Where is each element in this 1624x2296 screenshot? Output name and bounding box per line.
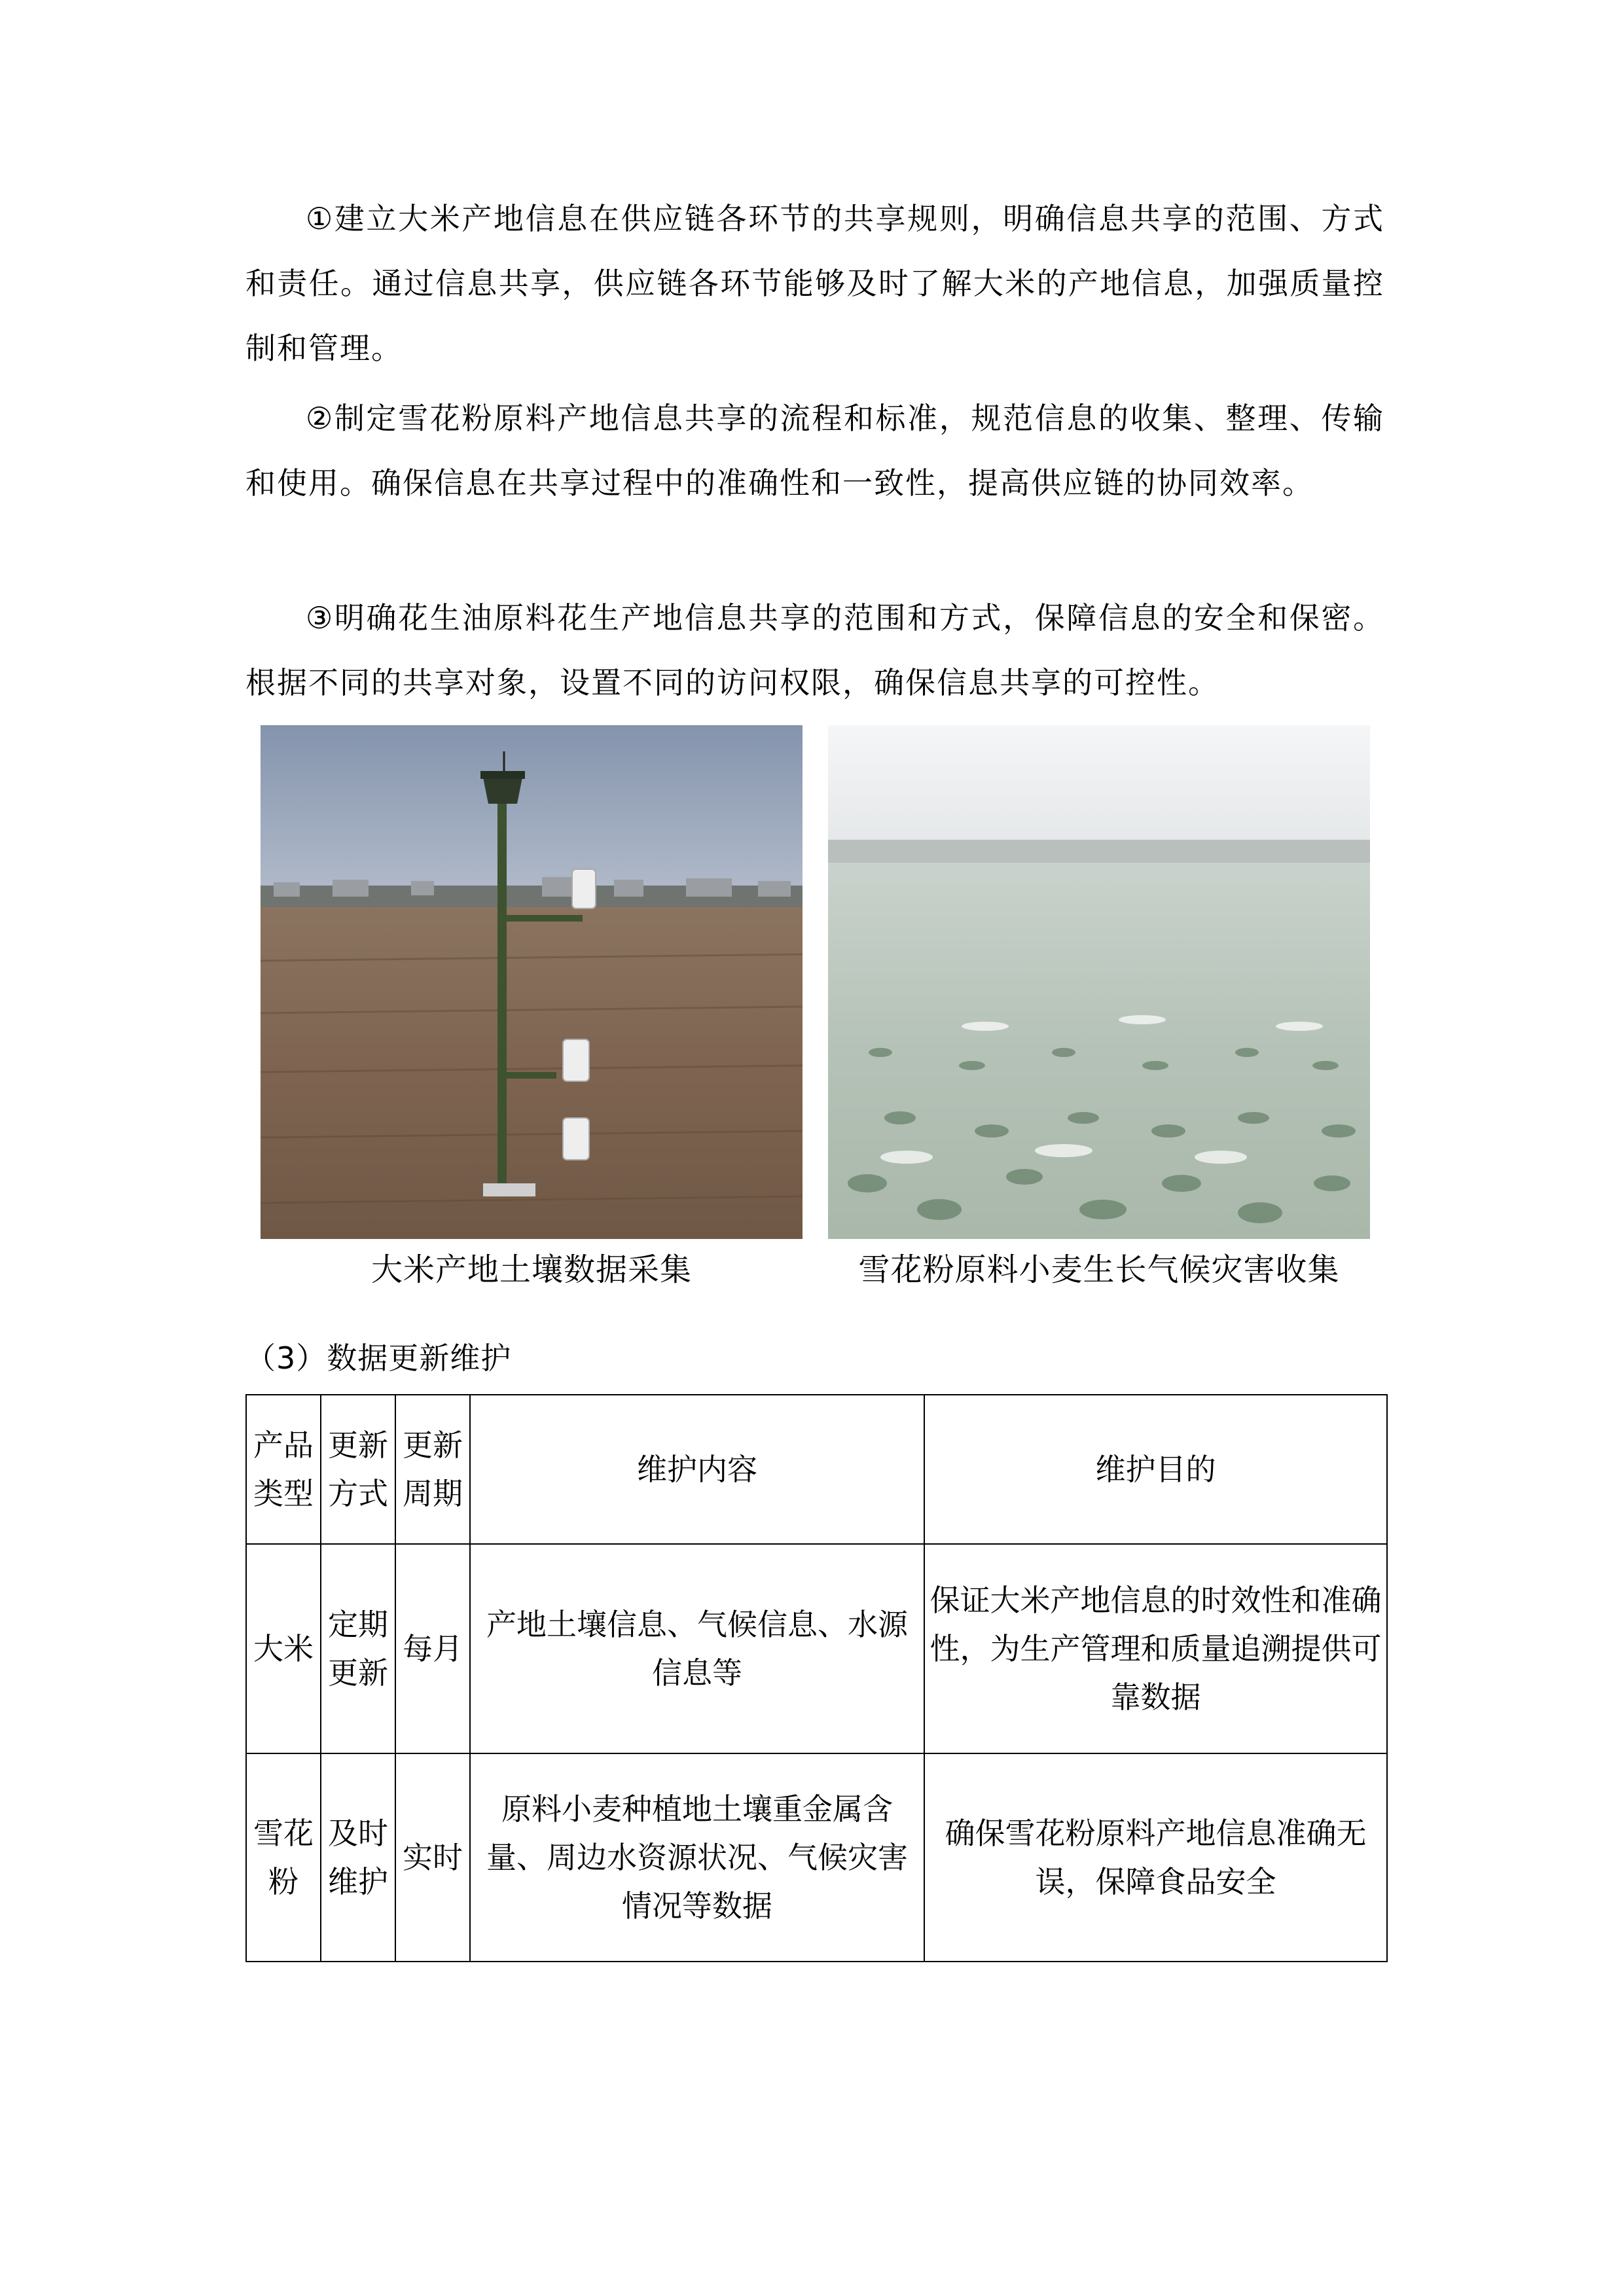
header-product-type: 产品类型 (246, 1395, 321, 1544)
table-row (246, 1544, 1387, 1753)
header-update-cycle: 更新周期 (395, 1395, 470, 1544)
cell-update-cycle: 实时 (395, 1753, 470, 1962)
data-maintenance-table (245, 1394, 1388, 1962)
photo-snow-covered-wheat-field (828, 725, 1370, 1239)
cell-update-method: 及时维护 (321, 1753, 395, 1962)
photo-caption-left: 大米产地土壤数据采集 (370, 1251, 692, 1288)
section-heading: （3）数据更新维护 (245, 1340, 512, 1376)
cell-product-type: 雪花粉 (246, 1753, 321, 1962)
table-row (246, 1753, 1387, 1962)
cell-maintenance-purpose: 保证大米产地信息的时效性和准确性，为生产管理和质量追溯提供可靠数据 (924, 1544, 1387, 1753)
paragraph-flour-sharing-process: ②制定雪花粉原料产地信息共享的流程和标准，规范信息的收集、整理、传输和使用。确保信息在共享过程中的准确性和一致性，提高供应链的协同效率。 (245, 401, 1384, 501)
paragraph-rice-sharing-rules: ①建立大米产地信息在供应链各环节的共享规则，明确信息共享的范围、方式和责任。通过信息共享，供应链各环节能够及时了解大米的产地信息，加强质量控制和管理。 (245, 201, 1384, 366)
cell-update-cycle: 每月 (395, 1544, 470, 1753)
paragraph-peanut-sharing-scope: ③明确花生油原料花生产地信息共享的范围和方式，保障信息的安全和保密。根据不同的共享对象，设置不同的访问权限，确保信息共享的可控性。 (245, 600, 1384, 700)
cell-maintenance-purpose: 确保雪花粉原料产地信息准确无误，保障食品安全 (924, 1753, 1387, 1962)
photo-soil-monitoring-station (261, 725, 803, 1239)
header-maintenance-purpose: 维护目的 (924, 1395, 1387, 1544)
header-maintenance-content: 维护内容 (470, 1395, 924, 1544)
cell-update-method: 定期更新 (321, 1544, 395, 1753)
photo-caption-right: 雪花粉原料小麦生长气候灾害收集 (858, 1251, 1340, 1288)
cell-maintenance-content: 原料小麦种植地土壤重金属含量、周边水资源状况、气候灾害情况等数据 (470, 1753, 924, 1962)
cell-product-type: 大米 (246, 1544, 321, 1753)
header-update-method: 更新方式 (321, 1395, 395, 1544)
table-header-row (246, 1395, 1387, 1544)
cell-maintenance-content: 产地土壤信息、气候信息、水源信息等 (470, 1544, 924, 1753)
